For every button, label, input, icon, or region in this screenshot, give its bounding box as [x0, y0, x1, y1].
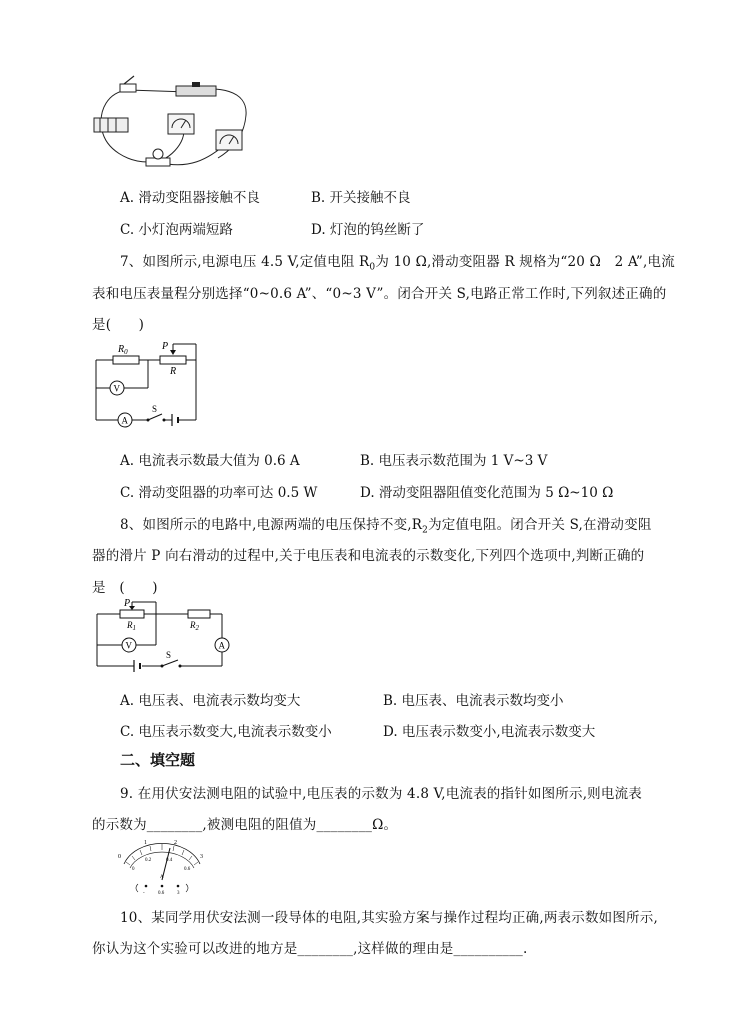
q7-fig-ammeter-label: A [121, 415, 128, 426]
q7-fig-r-label: R [170, 366, 177, 377]
q7-stem-line1-sub: 0 [369, 262, 376, 273]
q7-stem-line1-post: 为 10 Ω,滑动变阻器 R 规格为“20 Ω 2 A”,电流 [375, 254, 675, 270]
q10-stem-line1: 10、某同学用伏安法测一段导体的电阻,其实验方案与操作过程均正确,两表示数如图所示, [120, 910, 658, 926]
q9-dial-scale-04: 0.4 [166, 858, 173, 863]
q8-fig-voltmeter-label: V [125, 640, 132, 651]
q8-option-d: D. 电压表示数变小,电流表示数变大 [383, 724, 596, 740]
q9-dial-scale-02: 0.2 [145, 858, 152, 863]
q9-dial-scale-06: 0.6 [184, 867, 191, 872]
q8-circuit-diagram [92, 598, 232, 673]
q9-dial-scale-0: 0 [132, 867, 135, 872]
q7-stem-line1-pre: 7、如图所示,电源电压 4.5 V,定值电阻 R [120, 254, 370, 270]
q9-terminal-06: 0.6 [158, 891, 165, 896]
q7-option-b: B. 电压表示数范围为 1 V~3 V [360, 453, 548, 469]
q8-stem-line1-post: 为定值电阻。闭合开关 S,在滑动变阻 [428, 517, 652, 533]
q6-option-b: B. 开关接触不良 [311, 190, 411, 206]
q7-option-d: D. 滑动变阻器阻值变化范围为 5 Ω~10 Ω [360, 485, 614, 501]
q10-stem-line2: 你认为这个实验可以改进的地方是________,这样做的理由是__________. [92, 941, 528, 957]
q8-fig-r2-label [189, 620, 200, 632]
q6-option-d: D. 灯泡的钨丝断了 [311, 222, 425, 238]
q8-fig-p-label: P [124, 598, 131, 609]
q9-dial-top-0: 0 [118, 854, 121, 860]
q8-stem-line3: 是 ( ) [92, 580, 158, 596]
q8-fig-r1-sub: 1 [132, 624, 136, 632]
q9-terminal-minus: - [143, 891, 145, 896]
q7-stem-line2: 表和电压表量程分别选择“0~0.6 A”、“0~3 V”。闭合开关 S,电路正常工作时,下列叙述正确的 [92, 286, 667, 302]
section-fill-in-heading: 二、填空题 [120, 751, 196, 769]
q8-stem-line1 [120, 513, 652, 536]
q9-stem-line1: 9. 在用伏安法测电阻的试验中,电压表的示数为 4.8 V,电流表的指针如图所示,则电流表 [120, 786, 642, 802]
q8-fig-ammeter-label: A [218, 640, 225, 651]
q8-fig-r1-letter: R [127, 620, 133, 630]
q7-circuit-diagram [88, 340, 203, 430]
q9-dial-unit: A [160, 875, 164, 880]
q6-option-c: C. 小灯泡两端短路 [120, 222, 233, 238]
q7-fig-r0-sub: 0 [124, 348, 128, 356]
q9-dial-top-2: 2 [174, 840, 177, 846]
q9-stem-line2: 的示数为________,被测电阻的阻值为________Ω。 [92, 817, 398, 833]
q7-option-c: C. 滑动变阻器的功率可达 0.5 W [120, 485, 318, 501]
q8-option-a: A. 电压表、电流表示数均变大 [120, 693, 301, 709]
q6-circuit-figure [88, 70, 258, 180]
q7-fig-p-label: P [162, 341, 169, 352]
q7-option-a: A. 电流表示数最大值为 0.6 A [120, 453, 300, 469]
q6-option-a: A. 滑动变阻器接触不良 [120, 190, 260, 206]
q8-fig-r2-letter: R [190, 620, 196, 630]
q8-fig-switch-label: S [166, 650, 172, 660]
q8-fig-r2-sub: 2 [195, 624, 199, 632]
q7-fig-switch-label: S [152, 404, 158, 414]
q9-terminal-3: 3 [177, 891, 180, 896]
q9-ammeter-dial [112, 836, 212, 896]
q8-option-b: B. 电压表、电流表示数均变小 [383, 693, 564, 709]
q8-option-c: C. 电压表示数变大,电流表示数变小 [120, 724, 332, 740]
q8-stem-line2: 器的滑片 P 向右滑动的过程中,关于电压表和电流表的示数变化,下列四个选项中,判断正确的 [92, 548, 645, 564]
q8-stem-line1-sub: 2 [422, 525, 429, 536]
q9-dial-top-3: 3 [200, 854, 203, 860]
q7-fig-r0-label [117, 344, 128, 356]
q7-fig-r0-letter: R [118, 344, 125, 355]
q7-stem-line1 [120, 250, 675, 273]
q8-fig-r1-label [126, 620, 136, 632]
q7-fig-voltmeter-label: V [113, 383, 120, 394]
q9-dial-top-1: 1 [144, 840, 147, 846]
q8-stem-line1-pre: 8、如图所示的电路中,电源两端的电压保持不变,R [120, 517, 423, 533]
q7-stem-line3: 是( ) [92, 317, 145, 333]
